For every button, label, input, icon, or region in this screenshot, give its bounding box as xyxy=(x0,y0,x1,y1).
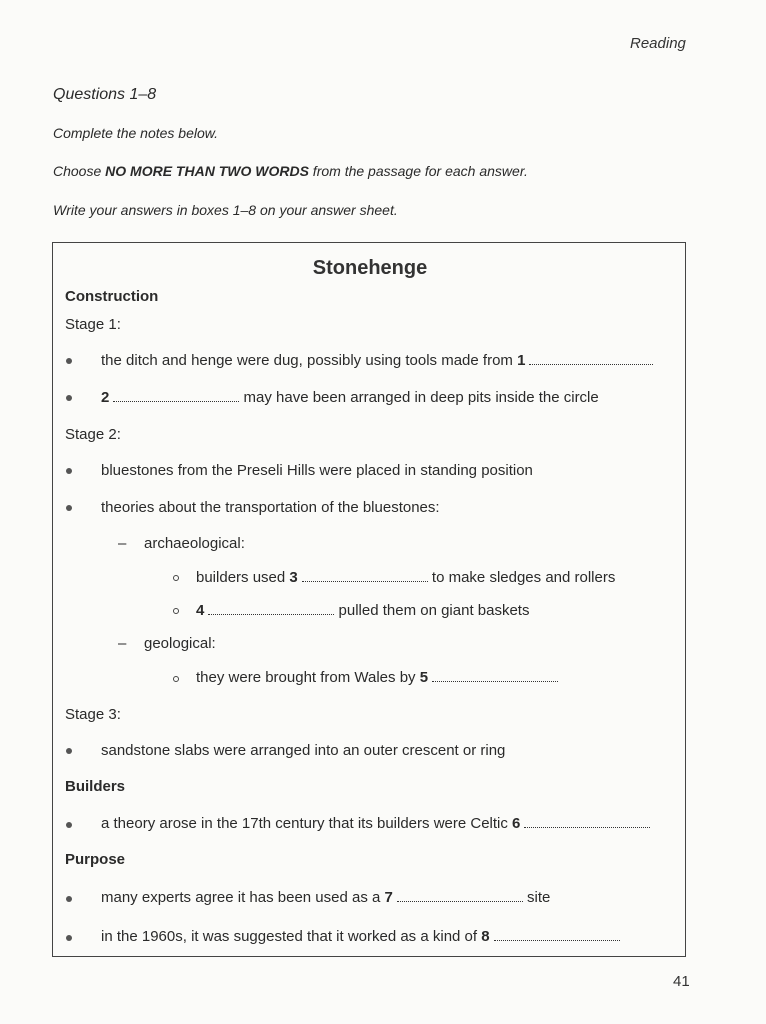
bullet xyxy=(66,935,72,941)
note-line-q4: 4 pulled them on giant baskets xyxy=(196,602,530,619)
note-line-sandstone: sandstone slabs were arranged into an outer crescent or ring xyxy=(101,742,506,759)
bullet xyxy=(66,896,72,902)
heading-construction: Construction xyxy=(65,288,159,305)
circle-bullet xyxy=(173,608,179,614)
question-number-5: 5 xyxy=(419,669,429,686)
heading-purpose: Purpose xyxy=(65,851,126,868)
questions-title: Questions 1–8 xyxy=(53,86,157,103)
bullet xyxy=(66,468,72,474)
circle-bullet xyxy=(173,676,179,682)
circle-bullet xyxy=(173,575,179,581)
stage-1-label: Stage 1: xyxy=(65,316,121,333)
answer-blank-8[interactable] xyxy=(494,928,620,941)
page-number: 41 xyxy=(673,973,690,990)
instruction-answer-sheet: Write your answers in boxes 1–8 on your answer sheet. xyxy=(53,202,398,218)
instruction-word-limit: Choose NO MORE THAN TWO WORDS from the passage for each answer. xyxy=(53,163,528,179)
note-line-q2: 2 may have been arranged in deep pits inside the circle xyxy=(101,389,599,406)
answer-blank-4[interactable] xyxy=(208,602,334,615)
dash-marker: – xyxy=(118,635,127,652)
subheading-archaeological: archaeological: xyxy=(144,535,245,552)
question-number-3: 3 xyxy=(289,569,298,586)
note-line-q3: builders used 3 to make sledges and rollers xyxy=(196,569,616,586)
bullet xyxy=(66,748,72,754)
note-line-theories: theories about the transportation of the bluestones: xyxy=(101,499,440,516)
question-number-8: 8 xyxy=(481,928,490,945)
note-line-q1: the ditch and henge were dug, possibly using tools made from 1 xyxy=(101,352,653,369)
bullet xyxy=(66,358,72,364)
section-label: Reading xyxy=(630,35,686,52)
notes-box xyxy=(52,242,686,957)
question-number-1: 1 xyxy=(517,352,526,369)
notes-title: Stonehenge xyxy=(312,257,428,279)
heading-builders: Builders xyxy=(65,778,126,795)
stage-2-label: Stage 2: xyxy=(65,426,121,443)
question-number-2: 2 xyxy=(101,389,110,406)
note-line-bluestones: bluestones from the Preseli Hills were placed in standing position xyxy=(101,462,533,479)
stage-3-label: Stage 3: xyxy=(65,706,121,723)
answer-blank-5[interactable] xyxy=(432,669,558,682)
bullet xyxy=(66,822,72,828)
note-line-q7: many experts agree it has been used as a 7 site xyxy=(101,889,551,906)
question-number-4: 4 xyxy=(196,602,205,619)
question-number-6: 6 xyxy=(512,815,521,832)
instruction-complete: Complete the notes below. xyxy=(53,125,218,141)
bullet xyxy=(66,505,72,511)
answer-blank-3[interactable] xyxy=(302,569,428,582)
dash-marker: – xyxy=(118,535,127,552)
answer-blank-6[interactable] xyxy=(524,815,650,828)
note-line-q8: in the 1960s, it was suggested that it worked as a kind of 8 xyxy=(101,928,620,945)
answer-blank-2[interactable] xyxy=(113,389,239,402)
answer-blank-1[interactable] xyxy=(529,352,653,365)
answer-blank-7[interactable] xyxy=(397,889,523,902)
question-number-7: 7 xyxy=(384,889,393,906)
subheading-geological: geological: xyxy=(144,635,216,652)
note-line-q5: they were brought from Wales by 5 xyxy=(196,669,558,686)
bullet xyxy=(66,395,72,401)
note-line-q6: a theory arose in the 17th century that its builders were Celtic 6 xyxy=(101,815,650,832)
